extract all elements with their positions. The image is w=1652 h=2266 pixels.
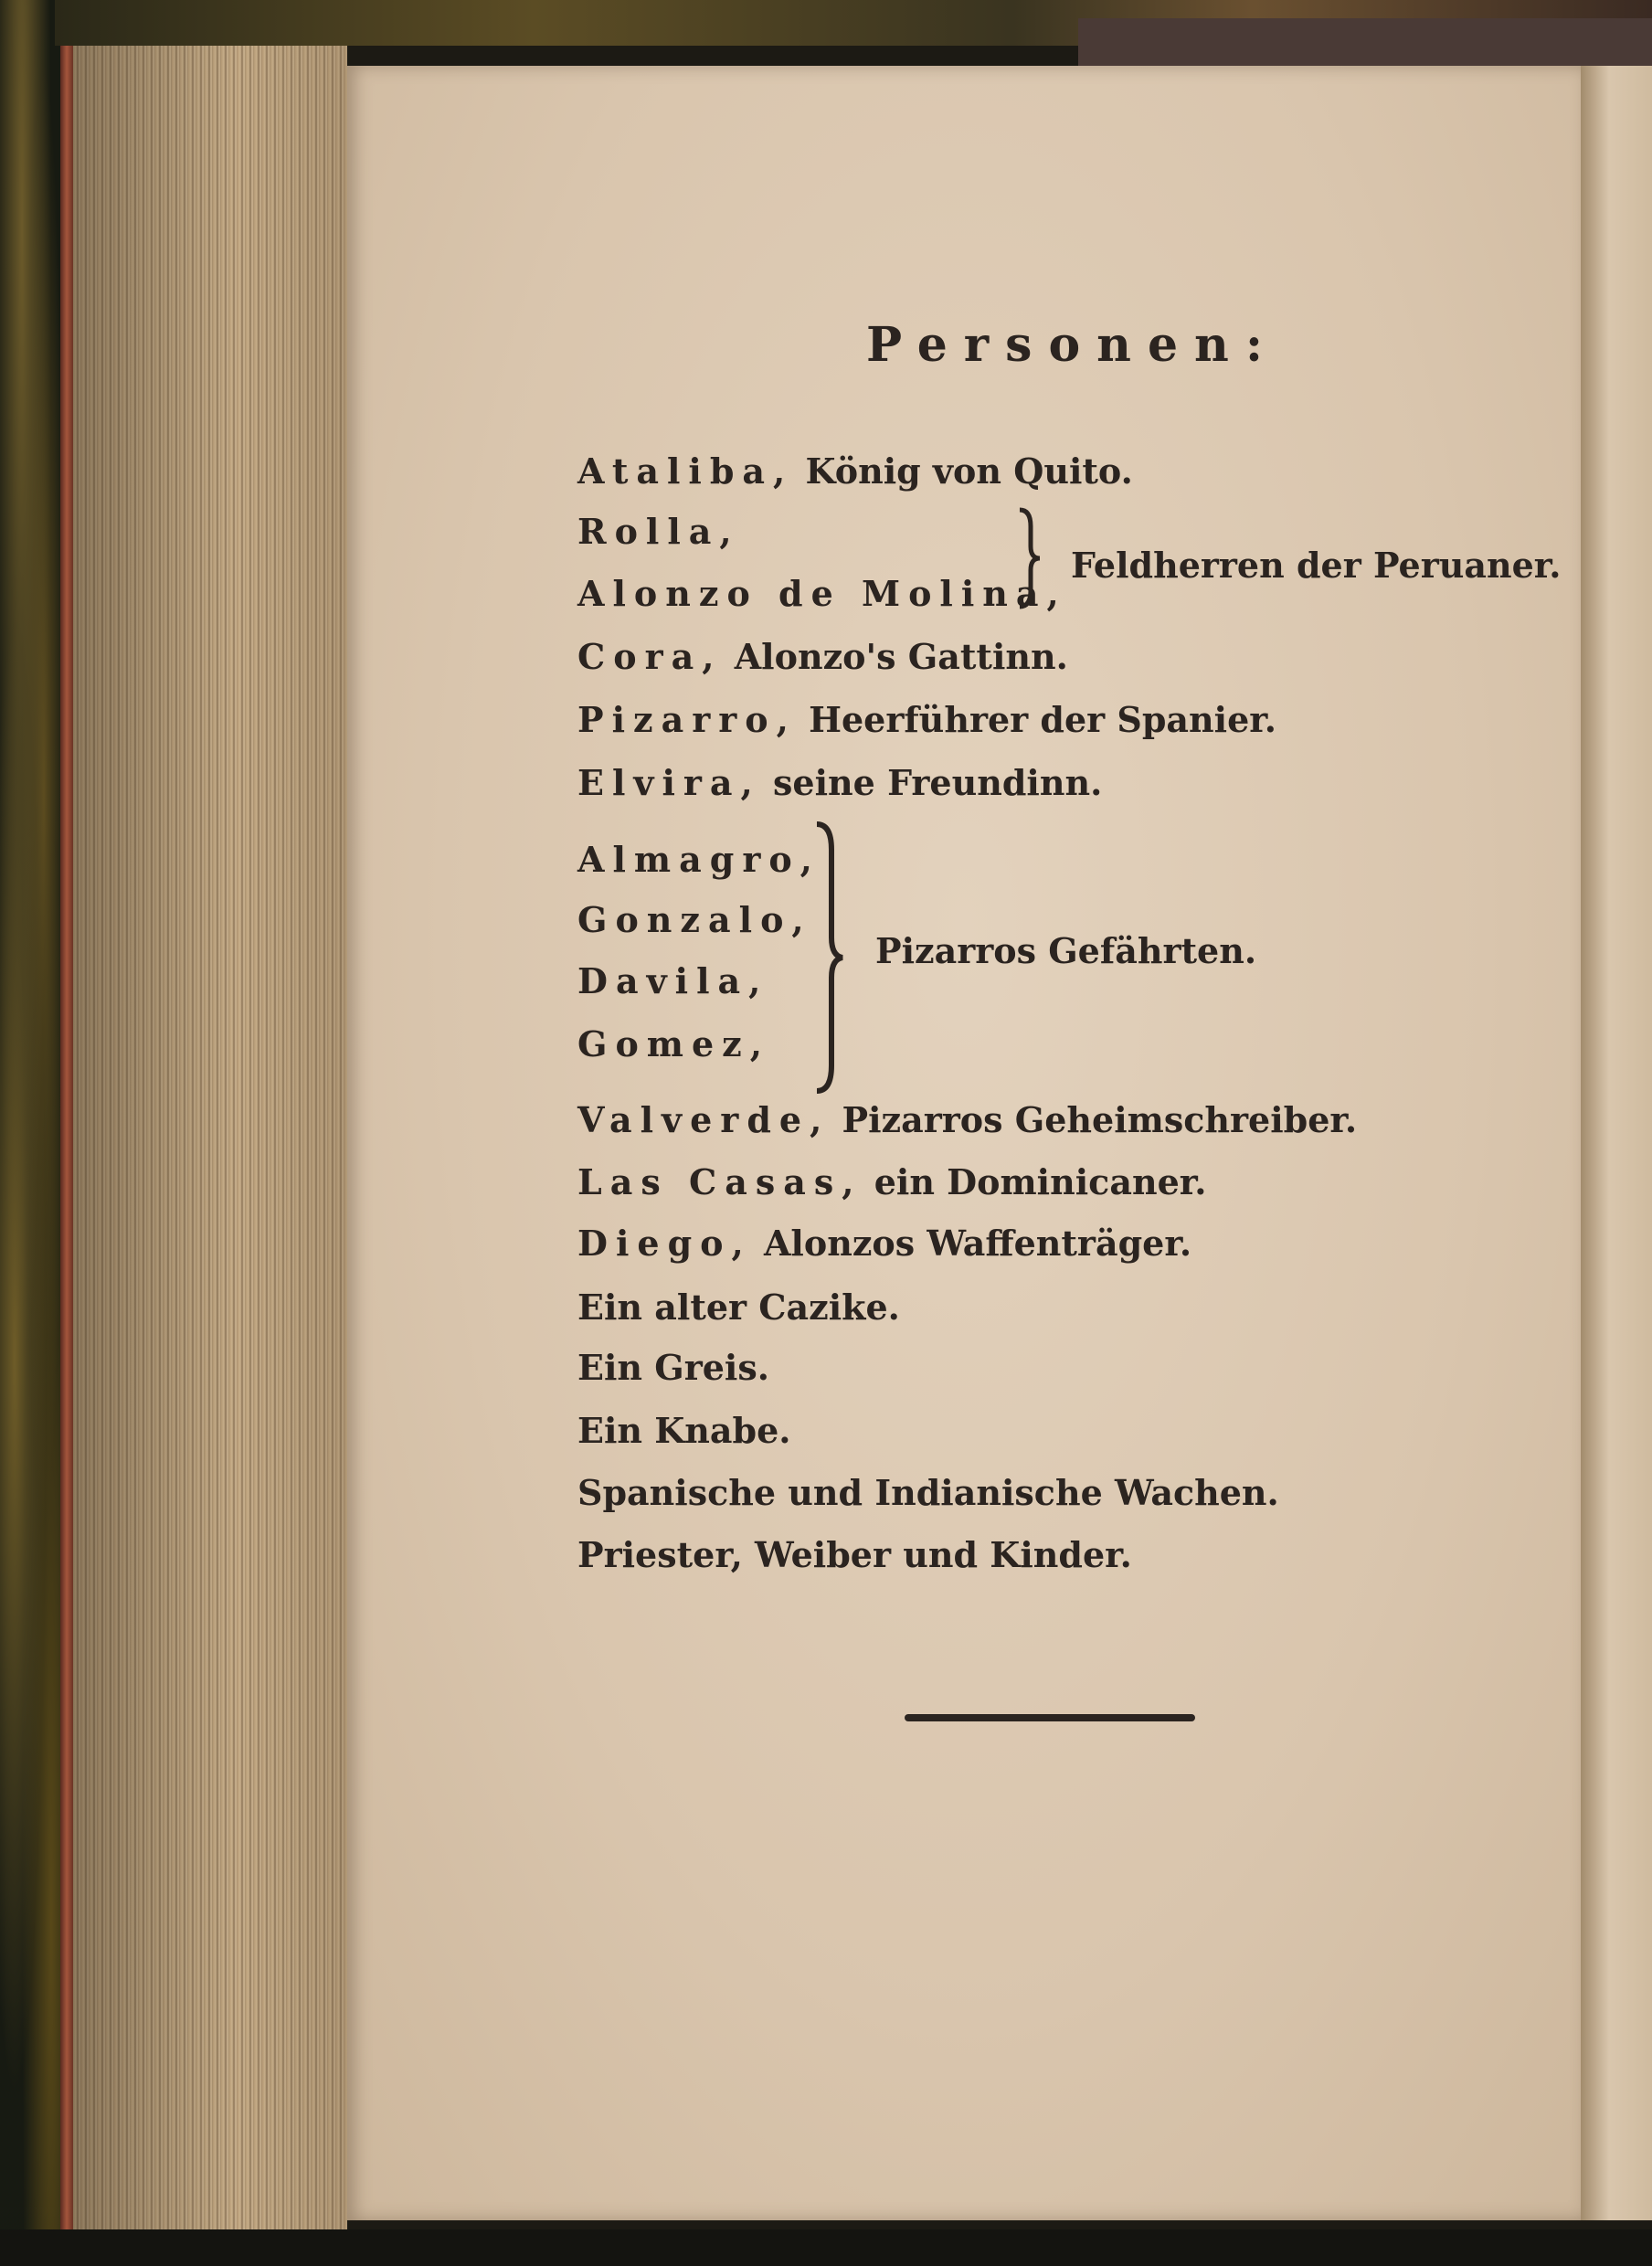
- page-stack: [73, 46, 347, 2229]
- cast-entry-rolla: Rolla,: [577, 511, 740, 552]
- cast-role: seine Freundinn.: [773, 762, 1103, 803]
- cast-name: Diego,: [577, 1223, 752, 1264]
- cast-entry-las-casas: [577, 1161, 1207, 1202]
- cast-entry-gomez: Gomez,: [577, 1023, 770, 1064]
- cast-role: Pizarros Geheimschreiber.: [842, 1099, 1358, 1140]
- cast-entry-priester: Priester, Weiber und Kinder.: [577, 1534, 1132, 1575]
- cast-name: Cora,: [577, 636, 723, 677]
- cast-entry-elvira: [577, 762, 1103, 803]
- cast-entry-pizarro: [577, 699, 1277, 740]
- brace-pizarro-companions: [811, 822, 848, 1093]
- cast-entry-diego: [577, 1223, 1192, 1264]
- cast-entry-cora: [577, 636, 1068, 677]
- cast-name: Valverde,: [577, 1099, 831, 1140]
- cast-role: Alonzos Waffenträger.: [763, 1223, 1192, 1264]
- cast-role: Alonzo's Gattinn.: [734, 636, 1068, 677]
- brace-peruvian-generals: [1016, 508, 1043, 609]
- cast-entry-gonzalo: Gonzalo,: [577, 899, 812, 940]
- cast-entry-alonzo: Alonzo de Molina,: [577, 573, 1067, 614]
- cast-entry-davila: Davila,: [577, 960, 769, 1001]
- page-edge-red: [60, 46, 73, 2229]
- cast-role: König von Quito.: [805, 450, 1133, 492]
- book-bottom-edge: [0, 2229, 1652, 2266]
- cast-name: Elvira,: [577, 762, 761, 803]
- cast-name: Ataliba,: [577, 450, 794, 492]
- cast-name: Las Casas,: [577, 1161, 863, 1202]
- page-heading: Personen:: [866, 317, 1280, 373]
- brace-label-companions: Pizarros Gefährten.: [875, 930, 1257, 971]
- book-cover-leather: [1078, 18, 1652, 69]
- cast-entry-greis: Ein Greis.: [577, 1347, 769, 1388]
- cast-entry-wachen: Spanische und Indianische Wachen.: [577, 1472, 1279, 1513]
- cast-entry-almagro: Almagro,: [577, 839, 821, 880]
- cast-name: Pizarro,: [577, 699, 797, 740]
- cast-entry-cazike: Ein alter Cazike.: [577, 1287, 900, 1328]
- cast-role: Heerführer der Spanier.: [809, 699, 1277, 740]
- closing-rule: [905, 1714, 1195, 1721]
- cast-entry-knabe: Ein Knabe.: [577, 1410, 791, 1451]
- book-page: [347, 66, 1581, 2220]
- cast-entry-valverde: [577, 1099, 1358, 1140]
- cast-role: ein Dominicaner.: [874, 1161, 1207, 1202]
- cast-entry-ataliba: [577, 450, 1133, 492]
- next-page-edge: [1581, 66, 1652, 2220]
- brace-label-generals: Feldherren der Peruaner.: [1071, 545, 1562, 586]
